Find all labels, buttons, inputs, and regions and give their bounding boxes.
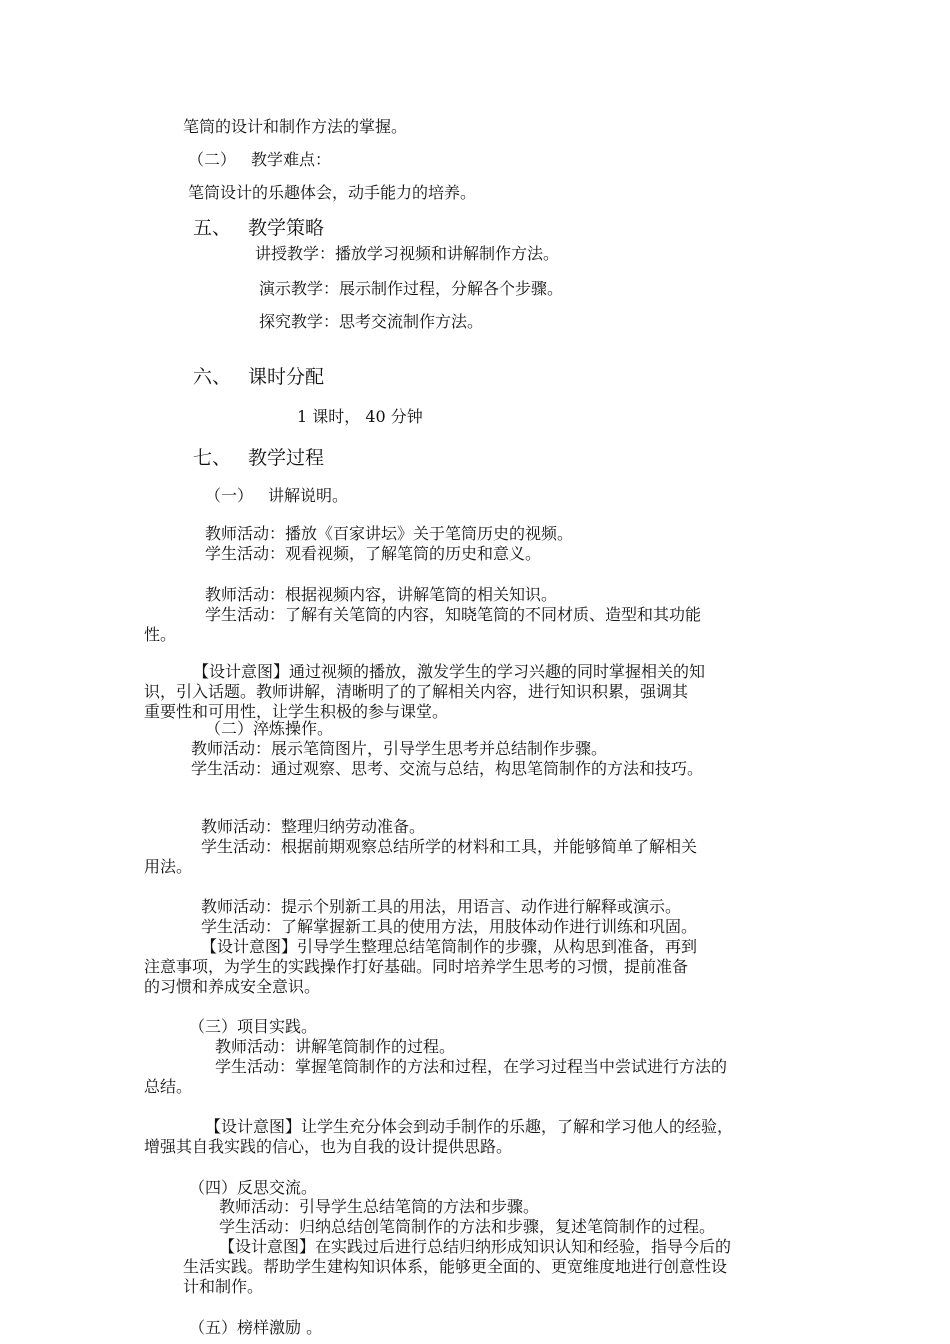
teacher-activity: 教师活动：播放《百家讲坛》关于笔筒历史的视频。 xyxy=(205,524,574,543)
step-3-title: （三）项目实践。 xyxy=(189,1017,318,1036)
student-activity: 学生活动：了解有关笔筒的内容，知晓笔筒的不同材质、造型和其功能 xyxy=(205,605,702,624)
design-intent-cont: 增强其自我实践的信心，也为自我的设计提供思路。 xyxy=(144,1137,513,1156)
step-1-heading xyxy=(205,486,348,506)
teacher-activity: 教师活动：展示笔筒图片，引导学生思考并总结制作步骤。 xyxy=(191,739,608,758)
section-5-number: 五、 xyxy=(193,217,232,239)
design-intent: 【设计意图】通过视频的播放，激发学生的学习兴趣的同时掌握相关的知 xyxy=(193,662,706,681)
design-intent-cont: 重要性和可用性，让学生积极的参与课堂。 xyxy=(144,702,449,721)
teacher-activity: 教师活动：讲解笔筒制作的过程。 xyxy=(215,1037,456,1056)
class-hours: 1 课时， 40 分钟 xyxy=(297,407,423,426)
design-intent-cont: 注意事项，为学生的实践操作打好基础。同时培养学生思考的习惯，提前准备 xyxy=(144,957,689,976)
focus-text: 笔筒的设计和制作方法的掌握。 xyxy=(183,117,408,136)
teacher-activity: 教师活动：提示个别新工具的用法，用语言、动作进行解释或演示。 xyxy=(201,897,682,916)
section-6-number: 六、 xyxy=(193,366,232,388)
student-activity-cont: 用法。 xyxy=(144,857,193,876)
difficulty-text: 笔筒设计的乐趣体会，动手能力的培养。 xyxy=(188,183,477,202)
teacher-activity: 教师活动：整理归纳劳动准备。 xyxy=(201,817,426,836)
teacher-activity: 教师活动：根据视频内容，讲解笔筒的相关知识。 xyxy=(205,585,558,604)
student-activity: 学生活动：归纳总结创笔筒制作的方法和步骤，复述笔筒制作的过程。 xyxy=(219,1217,716,1236)
design-intent-cont: 计和制作。 xyxy=(183,1277,264,1296)
section-6-title: 课时分配 xyxy=(248,366,325,388)
section-7-number: 七、 xyxy=(193,447,232,469)
section-7-heading xyxy=(193,446,324,470)
design-intent-cont: 生活实践。帮助学生建构知识体系，能够更全面的、更宽维度地进行创意性设 xyxy=(183,1257,728,1276)
step-2-title: （二）淬炼操作。 xyxy=(205,719,334,738)
student-activity: 学生活动：通过观察、思考、交流与总结，构思笔筒制作的方法和技巧。 xyxy=(191,759,704,778)
strategy-item: 讲授教学：播放学习视频和讲解制作方法。 xyxy=(255,244,560,263)
student-activity: 学生活动：根据前期观察总结所学的材料和工具，并能够简单了解相关 xyxy=(201,837,698,856)
design-intent: 【设计意图】让学生充分体会到动手制作的乐趣，了解和学习他人的经验， xyxy=(205,1117,734,1136)
section-5-heading xyxy=(193,216,324,240)
design-intent: 【设计意图】引导学生整理总结笔筒制作的步骤，从构思到准备，再到 xyxy=(201,937,698,956)
student-activity: 学生活动：观看视频，了解笔筒的历史和意义。 xyxy=(205,544,542,563)
section-6-heading xyxy=(193,365,324,389)
student-activity: 学生活动：掌握笔筒制作的方法和过程，在学习过程当中尝试进行方法的 xyxy=(215,1057,728,1076)
difficulty-title: 教学难点： xyxy=(251,150,332,169)
step-1-title: 讲解说明。 xyxy=(268,486,349,505)
step-5-title: （五）榜样激励 。 xyxy=(189,1318,323,1337)
teacher-activity: 教师活动：引导学生总结笔筒的方法和步骤。 xyxy=(219,1197,540,1216)
student-activity-cont: 总结。 xyxy=(144,1077,193,1096)
student-activity: 学生活动：了解掌握新工具的使用方法，用肢体动作进行训练和巩固。 xyxy=(201,917,698,936)
section-7-title: 教学过程 xyxy=(248,447,325,469)
step-4-title: （四）反思交流。 xyxy=(189,1178,318,1197)
difficulty-heading xyxy=(188,150,331,170)
section-5-title: 教学策略 xyxy=(248,217,325,239)
strategy-item: 探究教学：思考交流制作方法。 xyxy=(259,312,484,331)
design-intent-cont: 的习惯和养成安全意识。 xyxy=(144,977,321,996)
design-intent-cont: 识，引入话题。教师讲解，清晰明了的了解相关内容，进行知识积累，强调其 xyxy=(144,682,689,701)
step-1-label: （一） xyxy=(205,486,254,505)
difficulty-label: （二） xyxy=(188,150,237,169)
design-intent: 【设计意图】在实践过后进行总结归纳形成知识认知和经验，指导今后的 xyxy=(219,1237,732,1256)
student-activity-cont: 性。 xyxy=(144,625,177,644)
strategy-item: 演示教学：展示制作过程，分解各个步骤。 xyxy=(259,279,564,298)
